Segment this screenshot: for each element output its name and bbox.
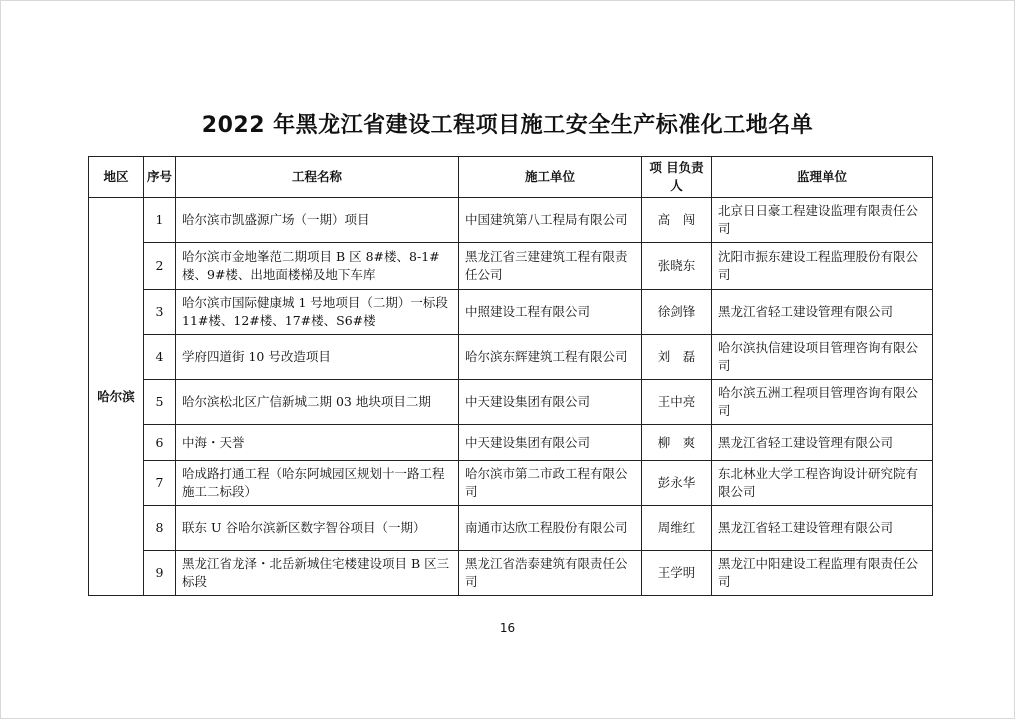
project-cell: 哈尔滨松北区广信新城二期 03 地块项目二期 bbox=[176, 380, 459, 425]
seq-cell: 7 bbox=[144, 461, 176, 506]
contractor-cell: 中国建筑第八工程局有限公司 bbox=[459, 198, 642, 243]
project-cell: 黑龙江省龙泽・北岳新城住宅楼建设项目 B 区三标段 bbox=[176, 551, 459, 596]
project-cell: 中海・天誉 bbox=[176, 425, 459, 461]
table-row bbox=[89, 290, 933, 335]
supervisor-cell: 黑龙江省轻工建设管理有限公司 bbox=[712, 506, 933, 551]
table-row bbox=[89, 335, 933, 380]
seq-cell: 5 bbox=[144, 380, 176, 425]
header-contractor: 施工单位 bbox=[459, 157, 642, 198]
supervisor-cell: 沈阳市振东建设工程监理股份有限公司 bbox=[712, 243, 933, 290]
project-cell: 哈尔滨市凯盛源广场（一期）项目 bbox=[176, 198, 459, 243]
contractor-cell: 黑龙江省浩泰建筑有限责任公司 bbox=[459, 551, 642, 596]
seq-cell: 2 bbox=[144, 243, 176, 290]
contractor-cell: 南通市达欣工程股份有限公司 bbox=[459, 506, 642, 551]
leader-cell: 王中亮 bbox=[642, 380, 712, 425]
header-region: 地区 bbox=[89, 157, 144, 198]
table-row bbox=[89, 506, 933, 551]
leader-cell: 柳 爽 bbox=[642, 425, 712, 461]
header-supervisor: 监理单位 bbox=[712, 157, 933, 198]
region-cell: 哈尔滨 bbox=[89, 198, 144, 596]
seq-cell: 8 bbox=[144, 506, 176, 551]
seq-cell: 4 bbox=[144, 335, 176, 380]
leader-cell: 徐剑锋 bbox=[642, 290, 712, 335]
table-row bbox=[89, 461, 933, 506]
supervisor-cell: 黑龙江省轻工建设管理有限公司 bbox=[712, 425, 933, 461]
contractor-cell: 中天建设集团有限公司 bbox=[459, 425, 642, 461]
table-row bbox=[89, 551, 933, 596]
header-project: 工程名称 bbox=[176, 157, 459, 198]
table-row bbox=[89, 425, 933, 461]
project-cell: 哈成路打通工程（哈东阿城园区规划十一路工程施工二标段） bbox=[176, 461, 459, 506]
contractor-cell: 哈尔滨东辉建筑工程有限公司 bbox=[459, 335, 642, 380]
header-seq: 序号 bbox=[144, 157, 176, 198]
leader-cell: 周维红 bbox=[642, 506, 712, 551]
leader-cell: 彭永华 bbox=[642, 461, 712, 506]
table-header-row bbox=[89, 157, 933, 198]
leader-cell: 高 闯 bbox=[642, 198, 712, 243]
project-list-table bbox=[88, 156, 933, 596]
contractor-cell: 哈尔滨市第二市政工程有限公司 bbox=[459, 461, 642, 506]
contractor-cell: 中天建设集团有限公司 bbox=[459, 380, 642, 425]
table-row bbox=[89, 380, 933, 425]
supervisor-cell: 黑龙江中阳建设工程监理有限责任公司 bbox=[712, 551, 933, 596]
leader-cell: 王学明 bbox=[642, 551, 712, 596]
leader-cell: 刘 磊 bbox=[642, 335, 712, 380]
seq-cell: 9 bbox=[144, 551, 176, 596]
page-title: 2022 年黑龙江省建设工程项目施工安全生产标准化工地名单 bbox=[201, 113, 814, 138]
table-row bbox=[89, 198, 933, 243]
project-cell: 哈尔滨市国际健康城 1 号地项目（二期）一标段 11#楼、12#楼、17#楼、S6#楼 bbox=[176, 290, 459, 335]
supervisor-cell: 哈尔滨执信建设项目管理咨询有限公司 bbox=[712, 335, 933, 380]
page-number: 16 bbox=[499, 621, 516, 635]
supervisor-cell: 东北林业大学工程咨询设计研究院有限公司 bbox=[712, 461, 933, 506]
contractor-cell: 中照建设工程有限公司 bbox=[459, 290, 642, 335]
project-cell: 哈尔滨市金地峯范二期项目 B 区 8#楼、8-1#楼、9#楼、出地面楼梯及地下车库 bbox=[176, 243, 459, 290]
project-cell: 学府四道街 10 号改造项目 bbox=[176, 335, 459, 380]
header-leader: 项 目负责人 bbox=[642, 157, 712, 198]
seq-cell: 3 bbox=[144, 290, 176, 335]
supervisor-cell: 北京日日豪工程建设监理有限责任公司 bbox=[712, 198, 933, 243]
contractor-cell: 黑龙江省三建建筑工程有限责任公司 bbox=[459, 243, 642, 290]
supervisor-cell: 哈尔滨五洲工程项目管理咨询有限公司 bbox=[712, 380, 933, 425]
project-cell: 联东 U 谷哈尔滨新区数字智谷项目（一期） bbox=[176, 506, 459, 551]
leader-cell: 张晓东 bbox=[642, 243, 712, 290]
table-row bbox=[89, 243, 933, 290]
seq-cell: 6 bbox=[144, 425, 176, 461]
seq-cell: 1 bbox=[144, 198, 176, 243]
supervisor-cell: 黑龙江省轻工建设管理有限公司 bbox=[712, 290, 933, 335]
